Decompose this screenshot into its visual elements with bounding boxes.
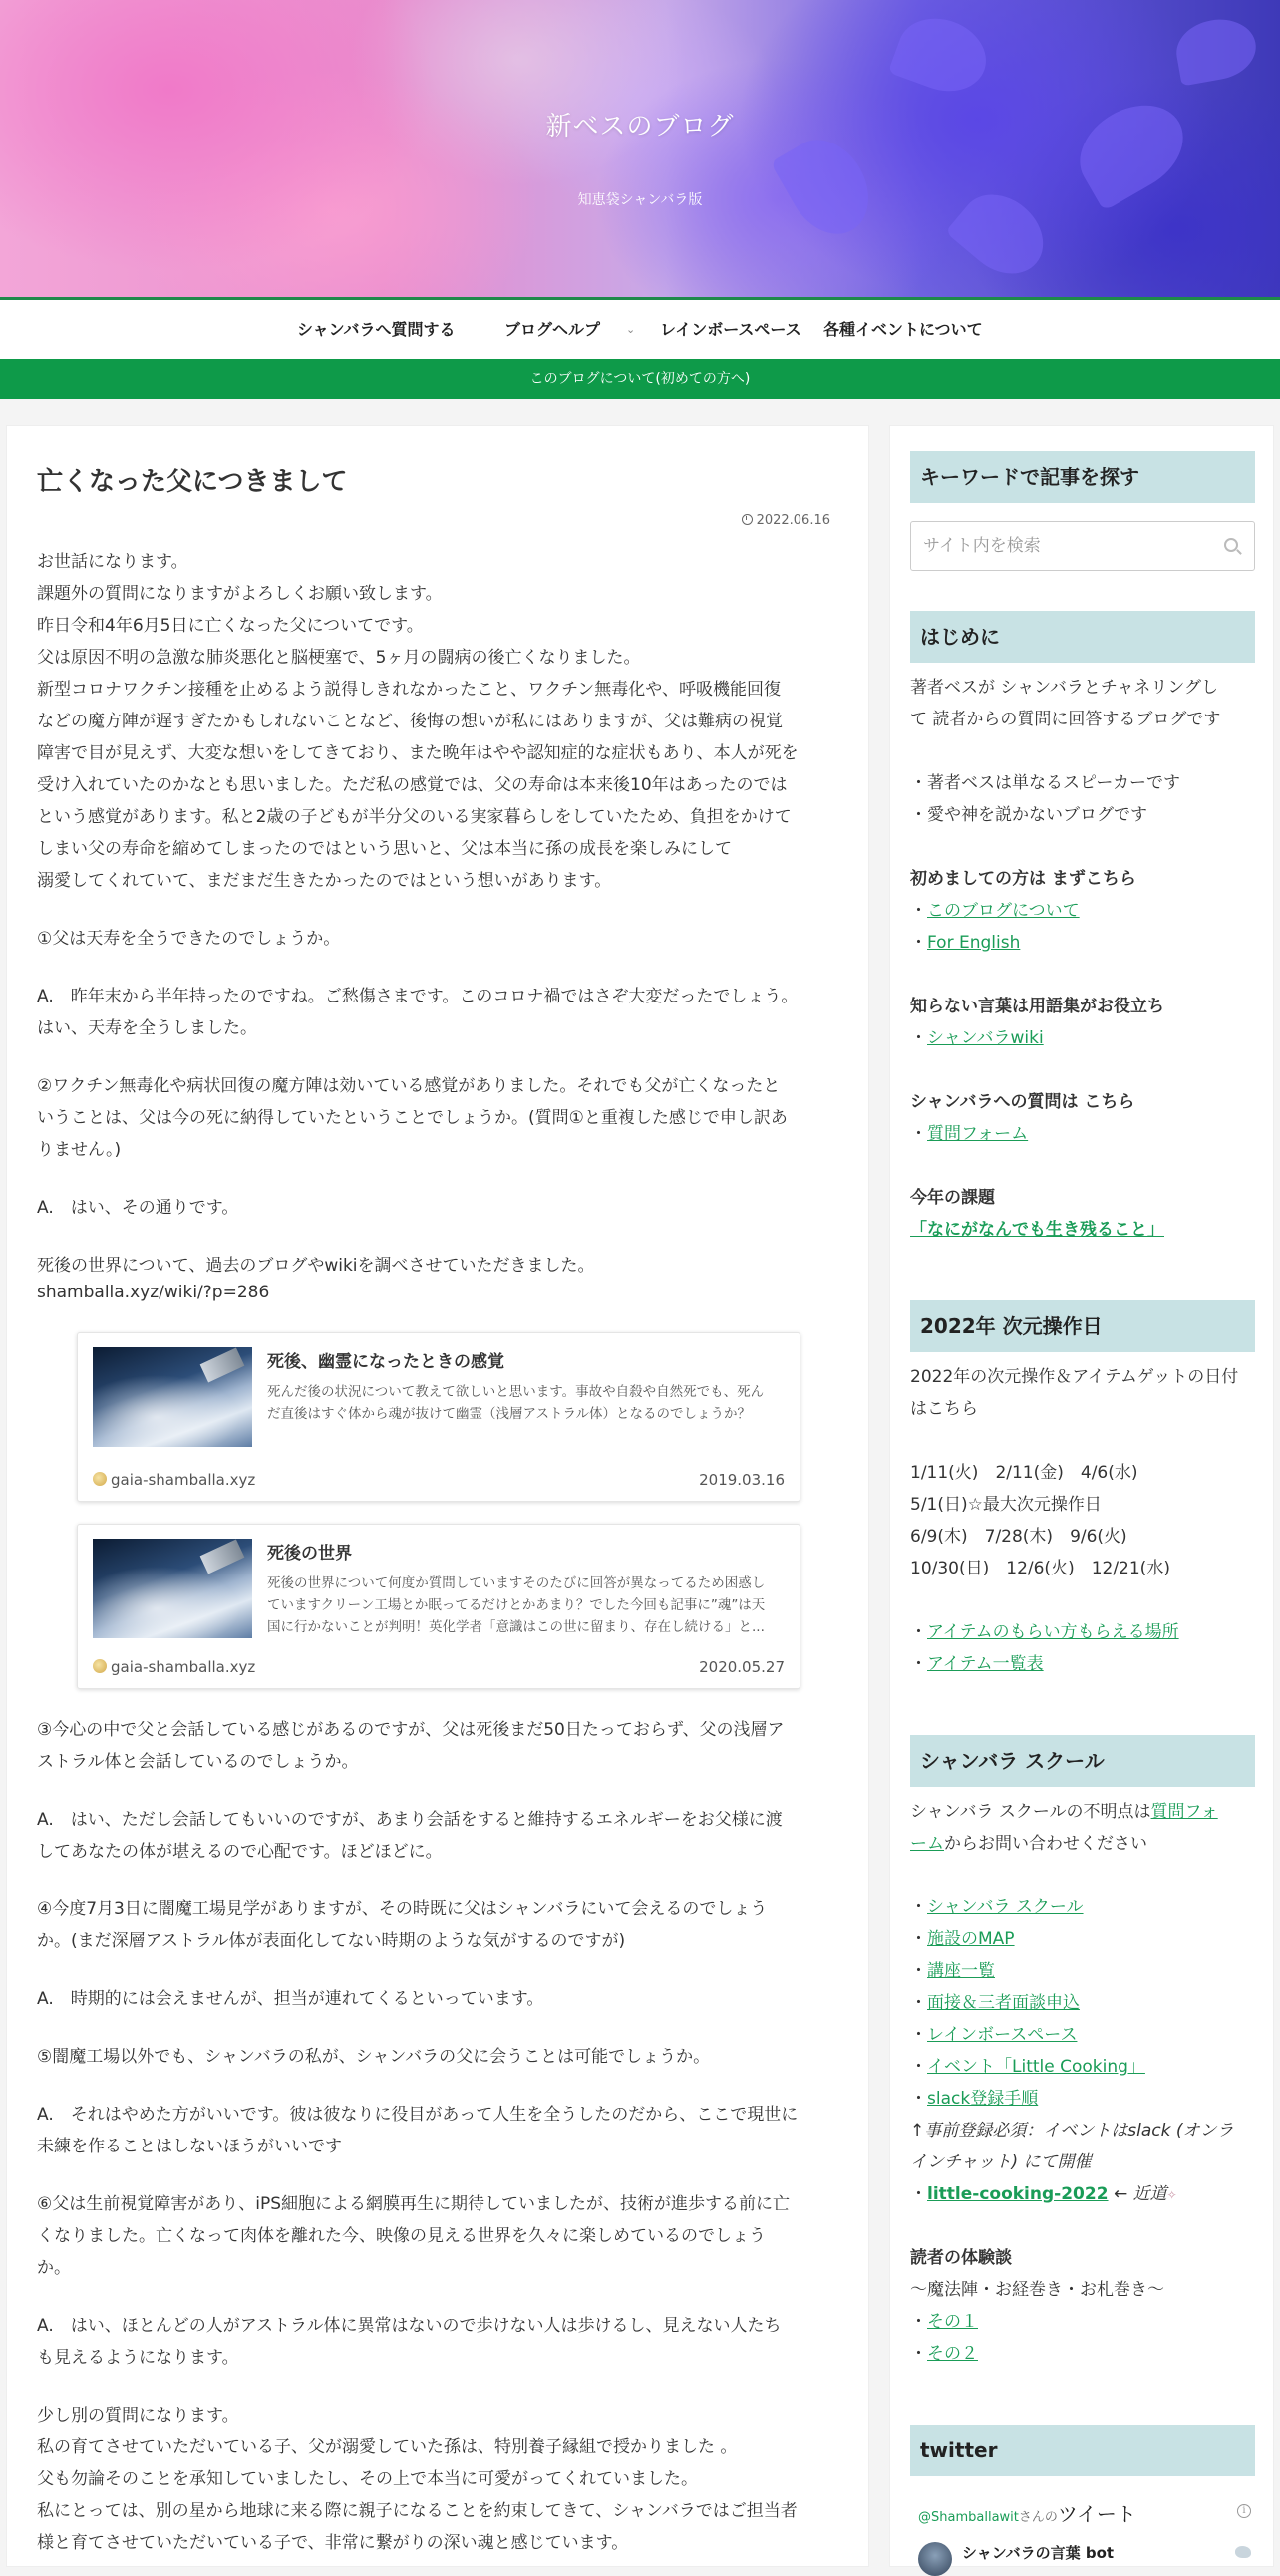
sparkle-icon: ✧ [1166,2188,1177,2202]
school-form-link[interactable]: ーム [910,1834,944,1854]
body-text: 少し別の質問になります。 [37,2406,239,2426]
answer-text: A. はい、ただし会話してもいいのですが、あまり会話をすると維持するエネルギーをお父様に渡 [37,1810,783,1830]
question-text: ⑤闇魔工場以外でも、シャンバラの私が、シャンバラの父に会うことは可能でしょうか。 [37,2047,711,2067]
answer-text: 未練を作ることはしないほうがいいです [37,2137,342,2156]
list-item: ・このブログについて [910,901,1080,921]
answer-text: も見えるようになります。 [37,2348,239,2368]
school-note: ↑事前登録必須：イベントはslack (オンラ [910,2121,1234,2141]
list-item: ・イベント「Little Cooking」 [910,2057,1145,2077]
experience-part1-link[interactable]: その１ [927,2312,978,2332]
blogcard-date: 2019.03.16 [699,1471,785,1489]
question-text: ①父は天寿を全うできたのでしょうか。 [37,929,341,949]
item-list-link[interactable]: アイテム一覧表 [927,1654,1044,1674]
sidebar [889,425,1274,2567]
blogcard-excerpt: 死後の世界について何度か質問していますそのたびに回答が異なってるため困惑し [267,1575,766,1591]
site-header [0,0,1280,297]
question-label: シャンバラへの質問は こちら [910,1092,1135,1112]
experience-heading: 読者の体験談 [910,2248,1012,2268]
intro-bullet: ・著者ベスは単なるスピーカーです [910,773,1180,793]
answer-text: してあなたの体が堪えるので心配です。ほどほどに。 [37,1842,443,1861]
body-text: 課題外の質問になりますがよろしくお願い致します。 [37,584,443,604]
blogcard[interactable] [77,1332,800,1502]
body-text: 私の育てさせていただいている子、父が溺愛していた孫は、特別養子縁組で授かりました 。 [37,2437,738,2457]
article-content [6,425,869,2567]
answer-text: はい、天寿を全うしました。 [37,1018,257,1038]
school-description [910,1797,1218,1822]
list-item: ・講座一覧 [910,1961,995,1981]
little-cooking-event-link[interactable]: イベント「Little Cooking」 [927,2057,1145,2077]
school-desc-text: シャンバラ スクールの不明点は [910,1802,1151,1822]
shortcut-note: ← 近道 [1113,2184,1167,2204]
article-title: 亡くなった父につきまして [37,467,348,497]
little-cooking-link[interactable]: little-cooking-2022 [927,2184,1109,2204]
clock-icon [742,514,753,525]
blogcard-thumbnail[interactable] [93,1347,252,1447]
question-text: か。 [37,2258,71,2278]
blogcard-thumbnail[interactable] [93,1539,252,1638]
task-item [910,1215,1164,1240]
body-text: などの魔方陣が遅すぎたかもしれないことなど、後悔の想いが私にはありますが、父は難病の視覚 [37,712,783,731]
answer-text: A. はい、ほとんどの人がアストラル体に異常はないので歩けない人は歩けるし、見えない人たち [37,2316,782,2336]
question-text: か。(まだ深層アストラル体が表面化してない時期のような気がするのですが) [37,1931,626,1951]
list-item: ・シャンバラwiki [910,1028,1044,1048]
blogcard[interactable] [77,1524,800,1689]
favicon-icon [93,1472,107,1486]
body-text: 私にとっては、別の星から地球に来る際に親子になることを約束してきて、シャンバラではご担当者 [37,2501,798,2521]
slack-link[interactable]: slack登録手順 [927,2089,1039,2109]
list-item: ・For English [910,933,1021,953]
list-item: ・面接＆三者面談申込 [910,1993,1080,2013]
chevron-down-icon[interactable]: ⌄ [626,323,636,336]
nav-item-rainbow-space[interactable]: レインボースペース [660,320,801,339]
search-box [910,521,1255,571]
list-item: ・シャンバラ スクール [910,1897,1084,1917]
blogcard-excerpt: 国に行かないことが判明！英化学者「意識はこの世に留まり、存在し続ける」と... [267,1619,765,1635]
nav-item-ask-shamballa[interactable]: シャンバラへ質問する [297,320,456,339]
site-title[interactable]: 新ベスのブログ [545,112,735,142]
dimension-dates: 5/1(日)☆最大次元操作日 [910,1495,1102,1515]
list-item: ・施設のMAP [910,1929,1015,1949]
blogcard-excerpt: だ直後はすぐ体から魂が抜けて幽霊（浅層アストラル体）となるのでしょうか？ [267,1406,752,1422]
school-heading: シャンバラ スクール [910,1735,1255,1787]
interview-link[interactable]: 面接＆三者面談申込 [927,1993,1080,2013]
question-text: くなりました。亡くなって肉体を離れた今、映像の見える世界を久々に楽しめているのでしょう [37,2226,766,2246]
english-link[interactable]: For English [927,933,1021,953]
twitter-user-suffix: さんの [1018,2510,1058,2525]
task-link[interactable]: 「なにがなんでも生き残ること」 [910,1220,1164,1240]
question-text: ④今度7月3日に闇魔工場見学がありますが、その時既に父はシャンバラにいて会えるのでしょう [37,1899,768,1919]
question-text: ストラル体と会話しているのでしょうか。 [37,1752,359,1772]
avatar[interactable] [918,2542,952,2576]
list-item: ・その２ [910,2344,978,2364]
dimension-description: 2022年の次元操作＆アイテムゲットの日付 [910,1367,1239,1387]
site-tagline: 知恵袋シャンバラ版 [577,192,703,208]
intro-heading: はじめに [910,611,1255,663]
school-desc-text: からお問い合わせください [944,1834,1147,1854]
body-text: 父も勿論そのことを承知していましたし、その上で本当に可愛がってくれていました。 [37,2469,698,2489]
search-icon[interactable] [1224,538,1238,552]
url-text: shamballa.xyz/wiki/?p=286 [37,1283,270,1302]
header-image-petal [888,7,997,104]
answer-text: A. 昨年末から半年持ったのですね。ご愁傷さまです。このコロナ禍ではさぞ大変だったでしょう。 [37,987,799,1006]
intro-description: 著者ベスが シャンバラとチャネリングし [910,678,1219,698]
answer-text: A. それはやめた方がいいです。彼は彼なりに役目があって人生を全うしたのだから、ここで現世に [37,2105,799,2125]
body-text: 死後の世界について、過去のブログやwikiを調べさせていただきました。 [37,1256,595,1276]
list-item: ・質問フォーム [910,1124,1029,1144]
body-text: しまい父の寿命を縮めてしまったのではという思いと、父は本当に孫の成長を楽しみにして [37,839,732,859]
nav-item-blog-help[interactable]: ブログヘルプ [504,320,601,339]
first-time-label: 初めましての方は まずこちら [910,869,1136,889]
blogcard-excerpt: 死んだ後の状況について教えて欲しいと思います。事故や自殺や自然死でも、死ん [267,1384,765,1400]
body-text: 父は原因不明の急激な肺炎悪化と脳梗塞で、5ヶ月の闘病の後亡くなりました。 [37,648,641,668]
post-date: 2022.06.16 [756,513,830,528]
body-text: お世話になります。 [37,552,188,572]
blogcard-domain: gaia-shamballa.xyz [111,1471,256,1489]
blogcard-title[interactable]: 死後の世界 [267,1544,352,1564]
blogcard-site [93,1471,255,1489]
experience-subtitle: 〜魔法陣・お経巻き・お札巻き〜 [910,2280,1164,2300]
question-text: りません。) [37,1140,122,1160]
school-note: インチャット) にて開催 [910,2152,1092,2172]
twitter-bird-icon[interactable] [1235,2546,1251,2558]
notice-bar[interactable]: このブログについて(初めての方へ) [0,359,1280,399]
dimension-heading: 2022年 次元操作日 [910,1300,1255,1352]
glossary-label: 知らない言葉は用語集がお役立ち [910,997,1164,1016]
info-icon[interactable]: i [1237,2504,1251,2518]
school-form-link[interactable]: 質問フォ [1150,1802,1218,1822]
answer-text: A. はい、その通りです。 [37,1198,239,1218]
question-form-link[interactable]: 質問フォーム [927,1124,1029,1144]
favicon-icon [93,1659,107,1673]
header-image-petal [1171,14,1260,87]
blogcard-title[interactable]: 死後、幽霊になったときの感覚 [267,1352,504,1372]
facility-map-link[interactable]: 施設のMAP [927,1929,1015,1949]
intro-description: て 読者からの質問に回答するブログです [910,710,1221,729]
body-text: 昨日令和4年6月5日に亡くなった父についてです。 [37,616,424,636]
blogcard-date: 2020.05.27 [699,1658,785,1676]
list-item: ・アイテムのもらい方もらえる場所 [910,1622,1179,1642]
wiki-link[interactable]: シャンバラwiki [927,1028,1044,1048]
search-input[interactable] [923,522,1222,570]
task-label: 今年の課題 [910,1188,995,1208]
twitter-account-name[interactable]: シャンバラの言葉 bot [962,2544,1115,2562]
list-item: ・その１ [910,2312,978,2332]
header-image-petal [771,125,885,248]
course-list-link[interactable]: 講座一覧 [927,1961,995,1981]
dimension-dates: 10/30(日) 12/6(火) 12/21(水) [910,1559,1170,1578]
blogcard-domain: gaia-shamballa.xyz [111,1658,256,1676]
twitter-header [918,2498,1136,2527]
main-nav [0,300,1280,359]
list-item: ・slack登録手順 [910,2089,1039,2109]
answer-text: A. 時期的には会えませんが、担当が連れてくるといっています。 [37,1989,544,2009]
list-item: ・アイテム一覧表 [910,1654,1044,1674]
search-heading: キーワードで記事を探す [910,451,1255,503]
rainbow-space-link[interactable]: レインボースペース [927,2025,1078,2045]
about-blog-link[interactable]: このブログについて [927,901,1080,921]
dimension-dates: 6/9(木) 7/28(木) 9/6(火) [910,1527,1127,1547]
body-text: という感覚があります。私と2歳の子どもが半分父のいる実家暮らしをしていたため、負担をかけて [37,807,792,827]
question-text: ③今心の中で父と会話している感じがあるのですが、父は死後まだ50日たっておらず、父の浅層ア [37,1720,785,1740]
blogcard-excerpt: ていますクリーン工場とか眠ってるだけとかあまり？でした今回も記事に”魂”は天 [267,1597,766,1613]
twitter-heading: twitter [910,2425,1255,2476]
twitter-user-link[interactable]: @Shamballawit [918,2510,1019,2525]
list-item: ・レインボースペース [910,2025,1078,2045]
item-place-link[interactable]: アイテムのもらい方もらえる場所 [927,1622,1179,1642]
experience-part2-link[interactable]: その２ [927,2344,978,2364]
school-link[interactable]: シャンバラ スクール [927,1897,1084,1917]
body-text: 受け入れていたのかなとも思いました。ただ私の感覚では、父の寿命は本来後10年はあったのでは [37,775,788,795]
dimension-dates: 1/11(火) 2/11(金) 4/6(水) [910,1463,1138,1483]
tweet-label: ツイート [1057,2502,1136,2526]
article-date [742,513,830,528]
body-text: 溺愛してくれていて、まだまだ生きたかったのではという想いがあります。 [37,871,612,891]
dimension-description: はこちら [910,1399,978,1419]
question-text: いうことは、父は今の死に納得していたということでしょうか。(質問①と重複した感じで申し訳あ [37,1108,788,1128]
body-text: 障害で目が見えず、大変な想いをしてきており、また晩年はやや認知症的な症状もあり、本人が死を [37,743,799,763]
nav-item-events[interactable]: 各種イベントについて [823,320,983,339]
intro-bullet: ・愛や神を説かないブログです [910,805,1147,825]
question-text: ⑥父は生前視覚障害があり、iPS細胞による網膜再生に期待していましたが、技術が進歩する前に亡 [37,2194,791,2214]
list-item: ・little-cooking-2022 ← 近道✧ [910,2184,1177,2204]
question-text: ②ワクチン無毒化や病状回復の魔方陣は効いている感覚がありました。それでも父が亡くなったと [37,1076,781,1096]
school-description [910,1829,1147,1854]
body-text: 新型コロナワクチン接種を止めるよう説得しきれなかったこと、ワクチン無毒化や、呼吸機能回復 [37,680,781,700]
body-text: 様と育てさせていただいている子で、非常に繋がりの深い魂と感じています。 [37,2533,629,2553]
blogcard-site [93,1658,255,1676]
